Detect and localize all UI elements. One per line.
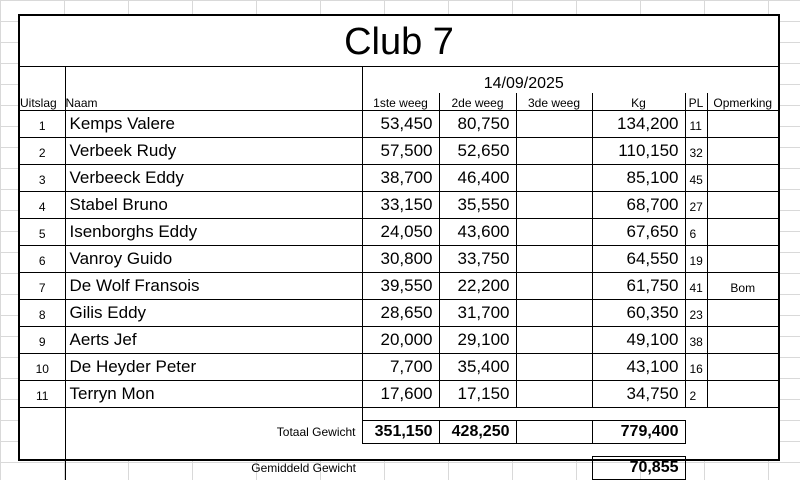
pl-cell: 41 (685, 273, 707, 300)
weeg1-cell: 20,000 (362, 327, 439, 354)
name-cell: Terryn Mon (65, 381, 362, 408)
opmerking-cell: Bom (707, 273, 778, 300)
weeg2-cell: 31,700 (439, 300, 516, 327)
pl-cell: 38 (685, 327, 707, 354)
weeg1-cell: 38,700 (362, 165, 439, 192)
kg-cell: 34,750 (592, 381, 685, 408)
weeg2-cell: 52,650 (439, 138, 516, 165)
weeg1-cell: 39,550 (362, 273, 439, 300)
pl-cell: 11 (685, 111, 707, 138)
totals-weeg2: 428,250 (439, 421, 516, 444)
totals-kg: 779,400 (592, 421, 685, 444)
pl-cell: 32 (685, 138, 707, 165)
weeg3-cell (516, 381, 592, 408)
uitslag-cell: 4 (20, 192, 65, 219)
average-row (20, 457, 778, 480)
table-row (20, 300, 778, 327)
kg-cell: 60,350 (592, 300, 685, 327)
uitslag-cell: 8 (20, 300, 65, 327)
opmerking-cell (707, 138, 778, 165)
weeg1-cell: 17,600 (362, 381, 439, 408)
opmerking-cell (707, 327, 778, 354)
weeg3-cell (516, 273, 592, 300)
weeg1-cell: 53,450 (362, 111, 439, 138)
kg-cell: 85,100 (592, 165, 685, 192)
weeg1-cell: 57,500 (362, 138, 439, 165)
totals-weeg3 (516, 421, 592, 444)
totals-weeg1: 351,150 (362, 421, 439, 444)
col-weeg2: 2de weeg (439, 93, 516, 111)
weeg3-cell (516, 219, 592, 246)
kg-cell: 110,150 (592, 138, 685, 165)
table-row (20, 381, 778, 408)
table-row (20, 327, 778, 354)
weeg2-cell: 80,750 (439, 111, 516, 138)
average-kg: 70,855 (592, 457, 685, 480)
weeg3-cell (516, 111, 592, 138)
weeg2-cell: 22,200 (439, 273, 516, 300)
uitslag-cell: 11 (20, 381, 65, 408)
opmerking-cell (707, 165, 778, 192)
table-row (20, 192, 778, 219)
results-sheet (18, 14, 780, 476)
name-cell: Isenborghs Eddy (65, 219, 362, 246)
average-label: Gemiddeld Gewicht (65, 457, 362, 480)
kg-cell: 61,750 (592, 273, 685, 300)
weeg3-cell (516, 192, 592, 219)
sheet-title: Club 7 (20, 16, 778, 67)
pl-cell: 6 (685, 219, 707, 246)
opmerking-cell (707, 111, 778, 138)
opmerking-cell (707, 300, 778, 327)
name-cell: Aerts Jef (65, 327, 362, 354)
pl-cell: 27 (685, 192, 707, 219)
col-weeg3: 3de weeg (516, 93, 592, 111)
uitslag-cell: 9 (20, 327, 65, 354)
weeg2-cell: 43,600 (439, 219, 516, 246)
table-row (20, 165, 778, 192)
weeg3-cell (516, 327, 592, 354)
name-cell: De Heyder Peter (65, 354, 362, 381)
date-label: 14/09/2025 (362, 66, 685, 93)
pl-cell: 2 (685, 381, 707, 408)
totals-row (20, 421, 778, 444)
uitslag-cell: 2 (20, 138, 65, 165)
pl-cell: 19 (685, 246, 707, 273)
weeg1-cell: 7,700 (362, 354, 439, 381)
table-row (20, 273, 778, 300)
table-row (20, 138, 778, 165)
weeg1-cell: 33,150 (362, 192, 439, 219)
kg-cell: 67,650 (592, 219, 685, 246)
name-cell: Verbeek Rudy (65, 138, 362, 165)
name-cell: De Wolf Fransois (65, 273, 362, 300)
weeg2-cell: 33,750 (439, 246, 516, 273)
results-table (20, 66, 778, 480)
table-row (20, 354, 778, 381)
kg-cell: 43,100 (592, 354, 685, 381)
uitslag-cell: 3 (20, 165, 65, 192)
weeg2-cell: 35,550 (439, 192, 516, 219)
uitslag-cell: 5 (20, 219, 65, 246)
uitslag-cell: 1 (20, 111, 65, 138)
kg-cell: 134,200 (592, 111, 685, 138)
table-row (20, 219, 778, 246)
weeg1-cell: 24,050 (362, 219, 439, 246)
kg-cell: 68,700 (592, 192, 685, 219)
name-cell: Vanroy Guido (65, 246, 362, 273)
opmerking-cell (707, 354, 778, 381)
pl-cell: 23 (685, 300, 707, 327)
weeg3-cell (516, 246, 592, 273)
header-row (20, 93, 778, 111)
weeg2-cell: 35,400 (439, 354, 516, 381)
col-opmerking: Opmerking (707, 93, 778, 111)
kg-cell: 64,550 (592, 246, 685, 273)
table-row (20, 111, 778, 138)
name-cell: Stabel Bruno (65, 192, 362, 219)
uitslag-cell: 6 (20, 246, 65, 273)
weeg1-cell: 28,650 (362, 300, 439, 327)
table-row (20, 246, 778, 273)
col-uitslag: Uitslag (20, 93, 65, 111)
totals-label: Totaal Gewicht (65, 421, 362, 444)
weeg3-cell (516, 165, 592, 192)
name-cell: Gilis Eddy (65, 300, 362, 327)
name-cell: Kemps Valere (65, 111, 362, 138)
weeg2-cell: 46,400 (439, 165, 516, 192)
col-kg: Kg (592, 93, 685, 111)
pl-cell: 45 (685, 165, 707, 192)
weeg1-cell: 30,800 (362, 246, 439, 273)
weeg3-cell (516, 138, 592, 165)
col-naam: Naam (65, 93, 362, 111)
opmerking-cell (707, 219, 778, 246)
uitslag-cell: 10 (20, 354, 65, 381)
weeg3-cell (516, 354, 592, 381)
col-weeg1: 1ste weeg (362, 93, 439, 111)
kg-cell: 49,100 (592, 327, 685, 354)
name-cell: Verbeeck Eddy (65, 165, 362, 192)
col-pl: PL (685, 93, 707, 111)
weeg2-cell: 17,150 (439, 381, 516, 408)
uitslag-cell: 7 (20, 273, 65, 300)
weeg2-cell: 29,100 (439, 327, 516, 354)
opmerking-cell (707, 192, 778, 219)
opmerking-cell (707, 246, 778, 273)
opmerking-cell (707, 381, 778, 408)
weeg3-cell (516, 300, 592, 327)
pl-cell: 16 (685, 354, 707, 381)
